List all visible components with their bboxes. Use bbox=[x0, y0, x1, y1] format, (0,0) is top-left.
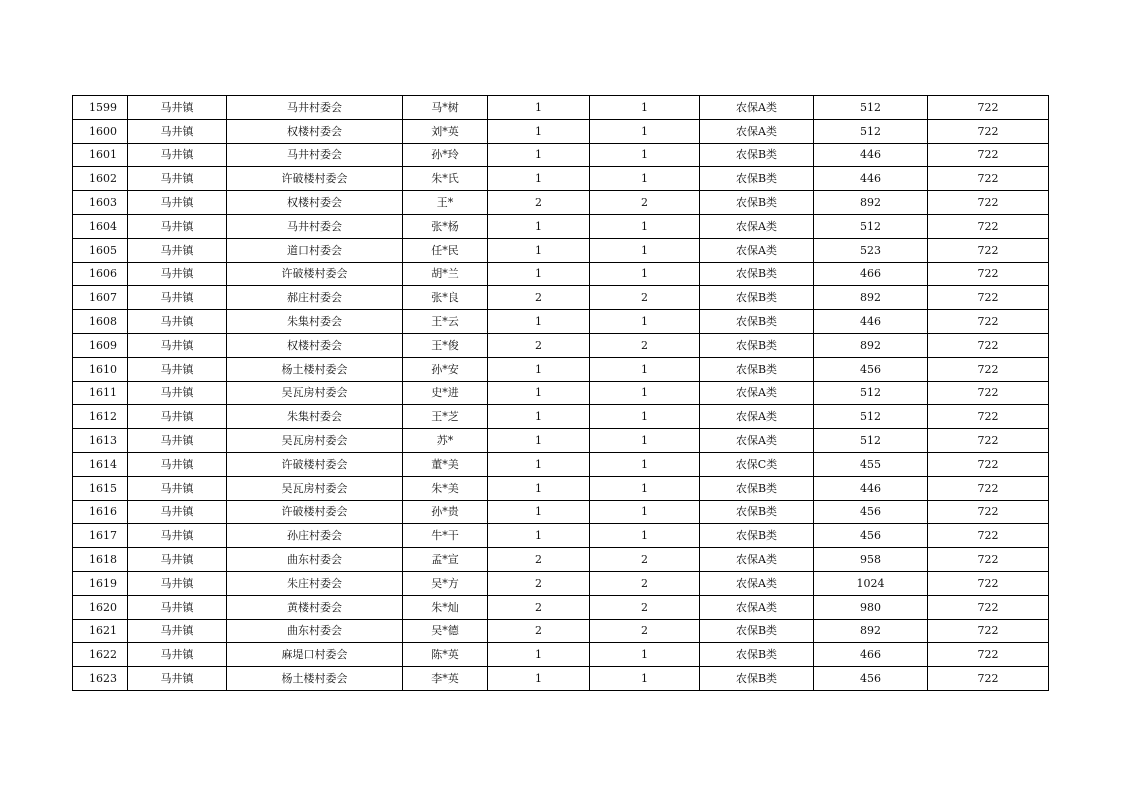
cell-village-committee: 杨土楼村委会 bbox=[227, 667, 403, 691]
cell-person-name: 王*俊 bbox=[403, 333, 488, 357]
cell-standard: 722 bbox=[928, 238, 1049, 262]
cell-village-committee: 杨土楼村委会 bbox=[227, 357, 403, 381]
cell-village-committee: 朱集村委会 bbox=[227, 310, 403, 334]
cell-count-b: 1 bbox=[590, 524, 700, 548]
cell-amount: 980 bbox=[814, 595, 928, 619]
cell-count-b: 1 bbox=[590, 667, 700, 691]
cell-insurance-type: 农保A类 bbox=[700, 96, 814, 120]
cell-village-committee: 许破楼村委会 bbox=[227, 167, 403, 191]
cell-amount: 512 bbox=[814, 96, 928, 120]
cell-standard: 722 bbox=[928, 619, 1049, 643]
cell-town: 马井镇 bbox=[128, 143, 227, 167]
cell-insurance-type: 农保B类 bbox=[700, 643, 814, 667]
cell-amount: 446 bbox=[814, 167, 928, 191]
cell-town: 马井镇 bbox=[128, 405, 227, 429]
cell-person-name: 任*民 bbox=[403, 238, 488, 262]
cell-person-name: 孙*贵 bbox=[403, 500, 488, 524]
table-row bbox=[73, 262, 1049, 286]
data-table bbox=[72, 95, 1049, 691]
cell-person-name: 孟*宣 bbox=[403, 548, 488, 572]
cell-insurance-type: 农保A类 bbox=[700, 571, 814, 595]
table-row bbox=[73, 452, 1049, 476]
cell-town: 马井镇 bbox=[128, 429, 227, 453]
cell-town: 马井镇 bbox=[128, 333, 227, 357]
cell-person-name: 孙*安 bbox=[403, 357, 488, 381]
cell-standard: 722 bbox=[928, 405, 1049, 429]
table-row bbox=[73, 119, 1049, 143]
cell-village-committee: 郝庄村委会 bbox=[227, 286, 403, 310]
cell-row-number: 1607 bbox=[73, 286, 128, 310]
table-row bbox=[73, 429, 1049, 453]
cell-standard: 722 bbox=[928, 191, 1049, 215]
cell-amount: 456 bbox=[814, 500, 928, 524]
cell-person-name: 王*云 bbox=[403, 310, 488, 334]
cell-count-b: 1 bbox=[590, 143, 700, 167]
cell-village-committee: 吴瓦房村委会 bbox=[227, 429, 403, 453]
cell-row-number: 1600 bbox=[73, 119, 128, 143]
cell-town: 马井镇 bbox=[128, 452, 227, 476]
cell-standard: 722 bbox=[928, 357, 1049, 381]
cell-person-name: 吴*方 bbox=[403, 571, 488, 595]
cell-insurance-type: 农保B类 bbox=[700, 500, 814, 524]
cell-person-name: 李*英 bbox=[403, 667, 488, 691]
cell-row-number: 1612 bbox=[73, 405, 128, 429]
table-row bbox=[73, 191, 1049, 215]
cell-count-b: 1 bbox=[590, 643, 700, 667]
cell-standard: 722 bbox=[928, 143, 1049, 167]
cell-amount: 456 bbox=[814, 357, 928, 381]
table-row bbox=[73, 333, 1049, 357]
cell-standard: 722 bbox=[928, 571, 1049, 595]
cell-standard: 722 bbox=[928, 429, 1049, 453]
cell-village-committee: 道口村委会 bbox=[227, 238, 403, 262]
cell-village-committee: 黄楼村委会 bbox=[227, 595, 403, 619]
cell-village-committee: 孙庄村委会 bbox=[227, 524, 403, 548]
table-row bbox=[73, 167, 1049, 191]
cell-row-number: 1618 bbox=[73, 548, 128, 572]
cell-count-a: 1 bbox=[488, 96, 590, 120]
cell-insurance-type: 农保B类 bbox=[700, 286, 814, 310]
cell-insurance-type: 农保A类 bbox=[700, 238, 814, 262]
cell-insurance-type: 农保B类 bbox=[700, 524, 814, 548]
cell-count-b: 1 bbox=[590, 96, 700, 120]
cell-row-number: 1620 bbox=[73, 595, 128, 619]
cell-row-number: 1617 bbox=[73, 524, 128, 548]
table-row bbox=[73, 143, 1049, 167]
cell-amount: 958 bbox=[814, 548, 928, 572]
cell-count-a: 1 bbox=[488, 524, 590, 548]
table-body bbox=[73, 96, 1049, 691]
cell-amount: 892 bbox=[814, 286, 928, 310]
cell-count-b: 1 bbox=[590, 262, 700, 286]
cell-town: 马井镇 bbox=[128, 310, 227, 334]
cell-person-name: 朱*灿 bbox=[403, 595, 488, 619]
cell-row-number: 1605 bbox=[73, 238, 128, 262]
cell-town: 马井镇 bbox=[128, 119, 227, 143]
cell-village-committee: 马井村委会 bbox=[227, 214, 403, 238]
cell-amount: 512 bbox=[814, 214, 928, 238]
table-row bbox=[73, 524, 1049, 548]
cell-person-name: 马*树 bbox=[403, 96, 488, 120]
cell-row-number: 1615 bbox=[73, 476, 128, 500]
cell-amount: 446 bbox=[814, 476, 928, 500]
cell-standard: 722 bbox=[928, 595, 1049, 619]
cell-village-committee: 许破楼村委会 bbox=[227, 500, 403, 524]
cell-amount: 455 bbox=[814, 452, 928, 476]
cell-town: 马井镇 bbox=[128, 524, 227, 548]
cell-village-committee: 麻堤口村委会 bbox=[227, 643, 403, 667]
cell-amount: 466 bbox=[814, 262, 928, 286]
cell-insurance-type: 农保B类 bbox=[700, 167, 814, 191]
cell-count-b: 1 bbox=[590, 476, 700, 500]
cell-row-number: 1606 bbox=[73, 262, 128, 286]
cell-row-number: 1613 bbox=[73, 429, 128, 453]
cell-town: 马井镇 bbox=[128, 286, 227, 310]
cell-insurance-type: 农保B类 bbox=[700, 333, 814, 357]
cell-row-number: 1611 bbox=[73, 381, 128, 405]
table-row bbox=[73, 286, 1049, 310]
cell-village-committee: 曲东村委会 bbox=[227, 619, 403, 643]
cell-count-b: 2 bbox=[590, 571, 700, 595]
cell-count-a: 1 bbox=[488, 238, 590, 262]
table-row bbox=[73, 405, 1049, 429]
cell-count-a: 2 bbox=[488, 286, 590, 310]
cell-standard: 722 bbox=[928, 524, 1049, 548]
cell-person-name: 王*芝 bbox=[403, 405, 488, 429]
cell-village-committee: 许破楼村委会 bbox=[227, 262, 403, 286]
cell-count-a: 2 bbox=[488, 595, 590, 619]
cell-standard: 722 bbox=[928, 96, 1049, 120]
cell-amount: 446 bbox=[814, 143, 928, 167]
cell-person-name: 朱*美 bbox=[403, 476, 488, 500]
cell-insurance-type: 农保B类 bbox=[700, 619, 814, 643]
cell-insurance-type: 农保A类 bbox=[700, 429, 814, 453]
cell-count-b: 1 bbox=[590, 167, 700, 191]
cell-insurance-type: 农保B类 bbox=[700, 143, 814, 167]
cell-count-a: 1 bbox=[488, 214, 590, 238]
cell-town: 马井镇 bbox=[128, 500, 227, 524]
table-row bbox=[73, 96, 1049, 120]
cell-row-number: 1614 bbox=[73, 452, 128, 476]
cell-count-b: 1 bbox=[590, 405, 700, 429]
table-row bbox=[73, 357, 1049, 381]
cell-town: 马井镇 bbox=[128, 167, 227, 191]
cell-amount: 512 bbox=[814, 429, 928, 453]
cell-standard: 722 bbox=[928, 643, 1049, 667]
cell-village-committee: 吴瓦房村委会 bbox=[227, 476, 403, 500]
cell-town: 马井镇 bbox=[128, 238, 227, 262]
cell-town: 马井镇 bbox=[128, 214, 227, 238]
cell-person-name: 牛*干 bbox=[403, 524, 488, 548]
cell-person-name: 刘*英 bbox=[403, 119, 488, 143]
cell-insurance-type: 农保A类 bbox=[700, 119, 814, 143]
cell-insurance-type: 农保B类 bbox=[700, 476, 814, 500]
cell-person-name: 陈*英 bbox=[403, 643, 488, 667]
cell-standard: 722 bbox=[928, 286, 1049, 310]
cell-count-b: 1 bbox=[590, 357, 700, 381]
cell-insurance-type: 农保B类 bbox=[700, 667, 814, 691]
table-row bbox=[73, 595, 1049, 619]
table-row bbox=[73, 310, 1049, 334]
cell-count-b: 2 bbox=[590, 286, 700, 310]
cell-town: 马井镇 bbox=[128, 262, 227, 286]
table-row bbox=[73, 381, 1049, 405]
cell-count-a: 1 bbox=[488, 262, 590, 286]
cell-town: 马井镇 bbox=[128, 595, 227, 619]
cell-amount: 456 bbox=[814, 524, 928, 548]
cell-amount: 892 bbox=[814, 619, 928, 643]
cell-town: 马井镇 bbox=[128, 619, 227, 643]
cell-count-a: 2 bbox=[488, 333, 590, 357]
cell-row-number: 1599 bbox=[73, 96, 128, 120]
cell-count-a: 2 bbox=[488, 619, 590, 643]
cell-row-number: 1602 bbox=[73, 167, 128, 191]
cell-town: 马井镇 bbox=[128, 571, 227, 595]
cell-count-a: 2 bbox=[488, 571, 590, 595]
cell-town: 马井镇 bbox=[128, 357, 227, 381]
cell-insurance-type: 农保B类 bbox=[700, 262, 814, 286]
cell-count-a: 2 bbox=[488, 191, 590, 215]
cell-standard: 722 bbox=[928, 500, 1049, 524]
cell-standard: 722 bbox=[928, 167, 1049, 191]
cell-count-a: 1 bbox=[488, 381, 590, 405]
table-row bbox=[73, 214, 1049, 238]
table-row bbox=[73, 500, 1049, 524]
cell-insurance-type: 农保A类 bbox=[700, 381, 814, 405]
table-row bbox=[73, 476, 1049, 500]
cell-count-b: 2 bbox=[590, 595, 700, 619]
cell-count-a: 1 bbox=[488, 119, 590, 143]
cell-town: 马井镇 bbox=[128, 96, 227, 120]
cell-amount: 456 bbox=[814, 667, 928, 691]
cell-row-number: 1610 bbox=[73, 357, 128, 381]
cell-count-b: 1 bbox=[590, 310, 700, 334]
cell-row-number: 1601 bbox=[73, 143, 128, 167]
cell-count-b: 1 bbox=[590, 214, 700, 238]
cell-count-a: 1 bbox=[488, 429, 590, 453]
cell-amount: 466 bbox=[814, 643, 928, 667]
cell-row-number: 1623 bbox=[73, 667, 128, 691]
cell-town: 马井镇 bbox=[128, 191, 227, 215]
cell-row-number: 1608 bbox=[73, 310, 128, 334]
cell-amount: 446 bbox=[814, 310, 928, 334]
cell-village-committee: 马井村委会 bbox=[227, 143, 403, 167]
cell-count-a: 1 bbox=[488, 405, 590, 429]
cell-standard: 722 bbox=[928, 333, 1049, 357]
cell-person-name: 史*进 bbox=[403, 381, 488, 405]
cell-person-name: 朱*氏 bbox=[403, 167, 488, 191]
cell-count-b: 2 bbox=[590, 619, 700, 643]
cell-town: 马井镇 bbox=[128, 667, 227, 691]
cell-row-number: 1622 bbox=[73, 643, 128, 667]
cell-village-committee: 曲东村委会 bbox=[227, 548, 403, 572]
cell-standard: 722 bbox=[928, 119, 1049, 143]
cell-standard: 722 bbox=[928, 214, 1049, 238]
cell-person-name: 董*美 bbox=[403, 452, 488, 476]
table-row bbox=[73, 238, 1049, 262]
cell-amount: 523 bbox=[814, 238, 928, 262]
cell-count-a: 1 bbox=[488, 143, 590, 167]
cell-count-b: 1 bbox=[590, 381, 700, 405]
cell-count-a: 2 bbox=[488, 548, 590, 572]
cell-count-b: 1 bbox=[590, 429, 700, 453]
cell-count-a: 1 bbox=[488, 310, 590, 334]
cell-village-committee: 许破楼村委会 bbox=[227, 452, 403, 476]
cell-insurance-type: 农保A类 bbox=[700, 214, 814, 238]
cell-count-b: 2 bbox=[590, 191, 700, 215]
cell-count-b: 1 bbox=[590, 500, 700, 524]
cell-standard: 722 bbox=[928, 476, 1049, 500]
cell-person-name: 张*良 bbox=[403, 286, 488, 310]
cell-amount: 1024 bbox=[814, 571, 928, 595]
cell-village-committee: 权楼村委会 bbox=[227, 333, 403, 357]
cell-standard: 722 bbox=[928, 667, 1049, 691]
cell-insurance-type: 农保A类 bbox=[700, 595, 814, 619]
cell-count-b: 1 bbox=[590, 452, 700, 476]
cell-insurance-type: 农保C类 bbox=[700, 452, 814, 476]
cell-amount: 512 bbox=[814, 119, 928, 143]
cell-count-a: 1 bbox=[488, 452, 590, 476]
cell-amount: 512 bbox=[814, 405, 928, 429]
cell-count-a: 1 bbox=[488, 643, 590, 667]
cell-amount: 512 bbox=[814, 381, 928, 405]
cell-person-name: 苏* bbox=[403, 429, 488, 453]
cell-count-a: 1 bbox=[488, 167, 590, 191]
table-row bbox=[73, 643, 1049, 667]
table-row bbox=[73, 548, 1049, 572]
cell-count-a: 1 bbox=[488, 500, 590, 524]
cell-person-name: 胡*兰 bbox=[403, 262, 488, 286]
cell-village-committee: 朱庄村委会 bbox=[227, 571, 403, 595]
cell-standard: 722 bbox=[928, 452, 1049, 476]
cell-insurance-type: 农保A类 bbox=[700, 548, 814, 572]
cell-standard: 722 bbox=[928, 381, 1049, 405]
cell-amount: 892 bbox=[814, 191, 928, 215]
table-row bbox=[73, 667, 1049, 691]
cell-town: 马井镇 bbox=[128, 476, 227, 500]
cell-row-number: 1621 bbox=[73, 619, 128, 643]
cell-village-committee: 权楼村委会 bbox=[227, 119, 403, 143]
cell-standard: 722 bbox=[928, 310, 1049, 334]
cell-row-number: 1604 bbox=[73, 214, 128, 238]
cell-town: 马井镇 bbox=[128, 548, 227, 572]
cell-town: 马井镇 bbox=[128, 381, 227, 405]
cell-insurance-type: 农保A类 bbox=[700, 405, 814, 429]
cell-insurance-type: 农保B类 bbox=[700, 191, 814, 215]
cell-count-a: 1 bbox=[488, 357, 590, 381]
cell-village-committee: 朱集村委会 bbox=[227, 405, 403, 429]
cell-count-a: 1 bbox=[488, 667, 590, 691]
cell-count-b: 2 bbox=[590, 548, 700, 572]
cell-insurance-type: 农保B类 bbox=[700, 357, 814, 381]
cell-standard: 722 bbox=[928, 262, 1049, 286]
cell-count-b: 1 bbox=[590, 119, 700, 143]
cell-village-committee: 马井村委会 bbox=[227, 96, 403, 120]
cell-count-b: 1 bbox=[590, 238, 700, 262]
cell-row-number: 1616 bbox=[73, 500, 128, 524]
cell-person-name: 王* bbox=[403, 191, 488, 215]
cell-count-b: 2 bbox=[590, 333, 700, 357]
cell-person-name: 孙*玲 bbox=[403, 143, 488, 167]
cell-village-committee: 吴瓦房村委会 bbox=[227, 381, 403, 405]
table-row bbox=[73, 571, 1049, 595]
cell-person-name: 吴*德 bbox=[403, 619, 488, 643]
cell-person-name: 张*杨 bbox=[403, 214, 488, 238]
cell-insurance-type: 农保B类 bbox=[700, 310, 814, 334]
cell-town: 马井镇 bbox=[128, 643, 227, 667]
cell-row-number: 1619 bbox=[73, 571, 128, 595]
table-row bbox=[73, 619, 1049, 643]
cell-row-number: 1603 bbox=[73, 191, 128, 215]
cell-standard: 722 bbox=[928, 548, 1049, 572]
cell-village-committee: 权楼村委会 bbox=[227, 191, 403, 215]
cell-count-a: 1 bbox=[488, 476, 590, 500]
cell-row-number: 1609 bbox=[73, 333, 128, 357]
cell-amount: 892 bbox=[814, 333, 928, 357]
